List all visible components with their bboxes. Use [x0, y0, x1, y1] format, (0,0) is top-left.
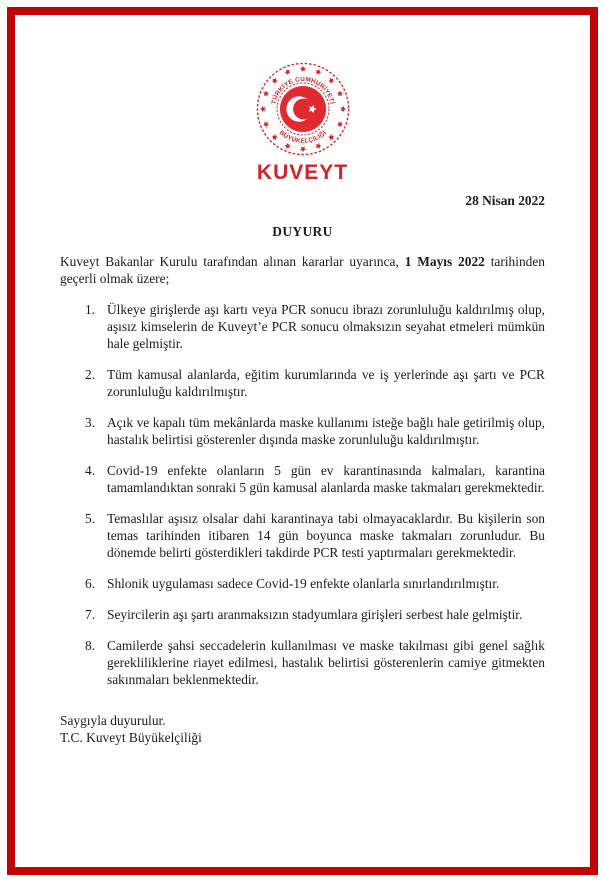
list-item [85, 637, 545, 688]
intro-text-pre: Kuveyt Bakanlar Kurulu tarafından alınan kararlar uyarınca, [60, 254, 405, 269]
item-number: 2. [85, 367, 96, 382]
item-number: 1. [85, 302, 96, 317]
item-text: Açık ve kapalı tüm mekânlarda maske kullanımı isteğe bağlı hale getirilmiş olup, hastalık belirtisi gösterenler dışında maske zorunluluğu kaldırılmıştır. [107, 415, 545, 447]
intro-paragraph [60, 253, 545, 287]
list-item [85, 510, 545, 561]
item-number: 4. [85, 463, 96, 478]
item-number: 5. [85, 511, 96, 526]
list-item [85, 575, 545, 592]
list-item [85, 366, 545, 400]
intro-text-post: tarihinden geçerli olmak üzere; [60, 254, 545, 286]
item-text: Camilerde şahsi seccadelerin kullanılması ve maske takılması gibi genel sağlık gerekliliklerine riayet edilmesi, hastalık belirtisi gösterenlerin camiye gitmekten sakınmaları beklenmektedir. [107, 638, 545, 687]
item-text: Covid-19 enfekte olanların 5 gün ev karantinasında kalmaları, karantina tamamlandıktan sonraki 5 gün kamusal alanlarda maske takmaları gerekmektedir. [107, 463, 545, 495]
emblem-bottom-text: BÜYÜKELÇİLİĞİ [277, 129, 328, 145]
embassy-city-label: KUVEYT [256, 161, 349, 184]
item-text: Temaslılar aşısız olsalar dahi karantinaya tabi olmayacaklardır. Bu kişilerin son temas tarihinden itibaren 14 gün boyunca maske takmaları zorunludur. Bu dönemde belirti gösterdikleri takdirde PCR testi yaptırmaları gerekmektedir. [107, 511, 545, 560]
page-content [15, 15, 590, 867]
item-number: 8. [85, 638, 96, 653]
turkish-embassy-seal-icon [254, 60, 352, 158]
closing-signature: T.C. Kuveyt Büyükelçiliği [60, 730, 202, 745]
document-date: 28 Nisan 2022 [465, 193, 545, 208]
closing-block [60, 712, 545, 746]
item-number: 7. [85, 607, 96, 622]
announcement-list [85, 301, 545, 688]
crescent-star-icon [279, 86, 325, 132]
item-text: Tüm kamusal alanlarda, eğitim kurumlarında ve iş yerlerinde aşı şartı ve PCR zorunluluğu kaldırılmıştır. [107, 367, 545, 399]
list-item [85, 462, 545, 496]
item-text: Seyircilerin aşı şartı aranmaksızın stadyumlara girişleri serbest hale gelmiştir. [107, 607, 523, 622]
embassy-emblem [60, 60, 545, 162]
item-text: Ülkeye girişlerde aşı kartı veya PCR sonucu ibrazı zorunluluğu kaldırılmış olup, aşısız kimselerin de Kuveyt’e PCR sonucu olmaksızın seyahat etmeleri mümkün hale gelmiştir. [107, 302, 545, 351]
item-number: 3. [85, 415, 96, 430]
list-item [85, 414, 545, 448]
closing-salutation: Saygıyla duyurulur. [60, 713, 166, 728]
document-title: DUYURU [272, 224, 333, 239]
list-item [85, 606, 545, 623]
emblem-top-text: TÜRKİYE CUMHURİYETİ [269, 76, 335, 105]
item-text: Shlonik uygulaması sadece Covid-19 enfekte olanlarla sınırlandırılmıştır. [107, 576, 500, 591]
list-item [85, 301, 545, 352]
item-number: 6. [85, 576, 96, 591]
intro-effective-date: 1 Mayıs 2022 [404, 254, 485, 269]
